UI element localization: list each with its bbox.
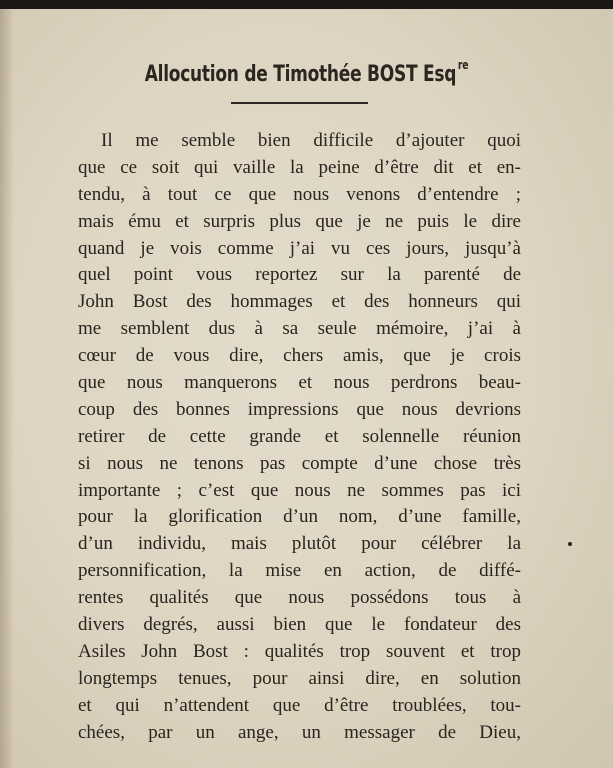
- text-line: Asiles John Bost : qualités trop souvent et trop: [78, 640, 521, 662]
- body-paragraph: [78, 128, 521, 746]
- text-line: quel point vous reportez sur la parenté de: [78, 264, 521, 286]
- text-line: divers degrés, aussi bien que le fondateur des: [78, 614, 521, 636]
- text-line: John Bost des hommages et des honneurs qui: [78, 291, 521, 313]
- text-line: pour la glorification d’un nom, d’une famille,: [78, 506, 521, 528]
- text-line: Il me semble bien difficile d’ajouter quoi: [101, 130, 521, 151]
- text-line: retirer de cette grande et solennelle réunion: [78, 425, 521, 447]
- heading-text: Allocution de Timothée BOST Esq: [144, 62, 457, 87]
- text-line: importante ; c’est que nous ne sommes pas ici: [78, 479, 521, 501]
- text-line: quand je vois comme j’ai vu ces jours, jusqu’à: [78, 237, 521, 259]
- text-line: si nous ne tenons pas compte d’une chose très: [78, 452, 521, 474]
- page-heading: [43, 58, 570, 87]
- text-line: longtemps tenues, pour ainsi dire, en solution: [78, 667, 521, 689]
- text-line: cœur de vous dire, chers amis, que je crois: [78, 345, 521, 367]
- text-line: rentes qualités que nous possédons tous à: [78, 587, 521, 609]
- text-line: que nous manquerons et nous perdrons beau-: [78, 372, 521, 394]
- text-line: d’un individu, mais plutôt pour célébrer la: [78, 533, 521, 555]
- text-line: et qui n’attendent que d’être troublées, tou-: [78, 694, 521, 716]
- text-line: personnification, la mise en action, de diffé-: [78, 560, 521, 582]
- heading-superscript: re: [457, 58, 469, 72]
- text-line: coup des bonnes impressions que nous devrions: [78, 398, 521, 420]
- book-page: [0, 9, 613, 768]
- text-line: que ce soit qui vaille la peine d’être dit et en-: [78, 156, 521, 178]
- text-line: me semblent dus à sa seule mémoire, j’ai à: [78, 318, 521, 340]
- text-line: chées, par un ange, un messager de Dieu,: [78, 721, 521, 743]
- text-line: tendu, à tout ce que nous venons d’entendre ;: [78, 183, 521, 205]
- ink-speck: [568, 542, 572, 546]
- text-line: mais ému et surpris plus que je ne puis le dire: [78, 210, 521, 232]
- heading-divider: [231, 102, 368, 104]
